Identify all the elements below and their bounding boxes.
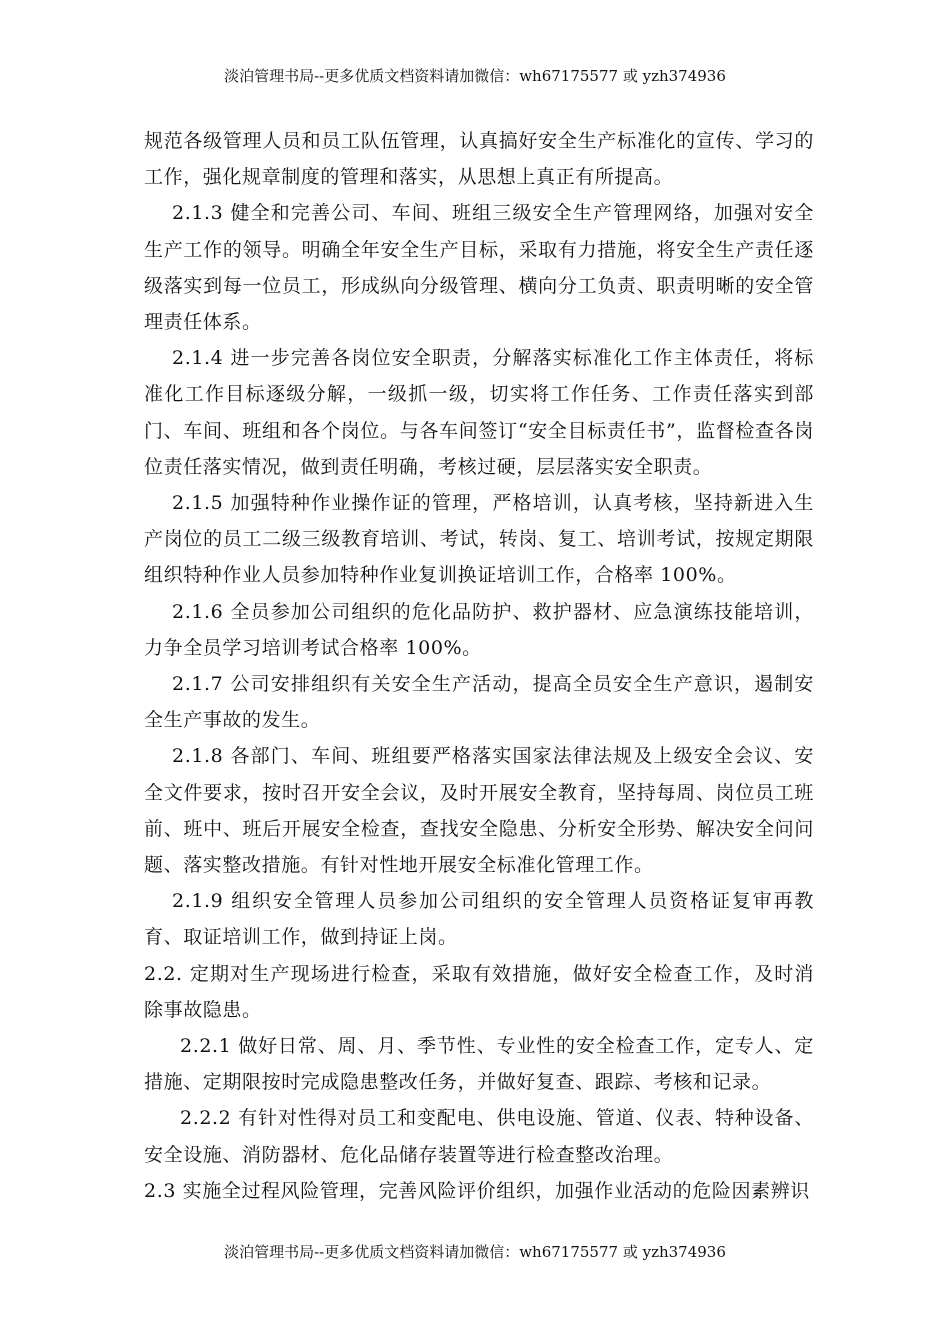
paragraph-2-1-7: 2.1.7 公司安排组织有关安全生产活动，提高全员安全生产意识，遏制安全生产事故的发生。 [144, 673, 814, 732]
section-2-2-heading: 2.2. 定期对生产现场进行检查，采取有效措施，做好安全检查工作，及时消除事故隐患。 [144, 962, 814, 1021]
paragraph-2-1-9: 2.1.9 组织安全管理人员参加公司组织的安全管理人员资格证复审再教育、取证培训工作，做到持证上岗。 [144, 890, 814, 949]
document-body [144, 123, 814, 1209]
paragraph-2-1-8: 2.1.8 各部门、车间、班组要严格落实国家法律法规及上级安全会议、安全文件要求，按时召开安全会议，及时开展安全教育，坚持每周、岗位员工班前、班中、班后开展安全检查，查找安全隐患、分析安全形势、解决安全问问题、落实整改措施。有针对性地开展安全标准化管理工作。 [144, 745, 814, 877]
page-header: 淡泊管理书局--更多优质文档资料请加微信：wh67175577 或 yzh374936 [224, 67, 726, 85]
paragraph-2-2-1: 2.2.1 做好日常、周、月、季节性、专业性的安全检查工作，定专人、定措施、定期限按时完成隐患整改任务，并做好复查、跟踪、考核和记录。 [144, 1035, 814, 1094]
section-2-3-heading: 2.3 实施全过程风险管理，完善风险评价组织，加强作业活动的危险因素辨识 [144, 1179, 810, 1202]
paragraph-continuation: 规范各级管理人员和员工队伍管理，认真搞好安全生产标准化的宣传、学习的工作，强化规章制度的管理和落实，从思想上真正有所提高。 [144, 130, 814, 189]
paragraph-2-1-6: 2.1.6 全员参加公司组织的危化品防护、救护器材、应急演练技能培训，力争全员学习培训考试合格率 100%。 [144, 600, 814, 659]
page-footer: 淡泊管理书局--更多优质文档资料请加微信：wh67175577 或 yzh374936 [224, 1243, 726, 1261]
paragraph-2-1-3: 2.1.3 健全和完善公司、车间、班组三级安全生产管理网络，加强对安全生产工作的领导。明确全年安全生产目标，采取有力措施，将安全生产责任逐级落实到每一位员工，形成纵向分级管理、横向分工负责、职责明晰的安全管理责任体系。 [144, 202, 814, 334]
paragraph-2-1-5: 2.1.5 加强特种作业操作证的管理，严格培训，认真考核，坚持新进入生产岗位的员工二级三级教育培训、考试，转岗、复工、培训考试，按规定期限组织特种作业人员参加特种作业复训换证培训工作，合格率 100%。 [144, 492, 814, 587]
paragraph-2-2-2: 2.2.2 有针对性得对员工和变配电、供电设施、管道、仪表、特种设备、安全设施、消防器材、危化品储存装置等进行检查整改治理。 [144, 1107, 814, 1166]
paragraph-2-1-4: 2.1.4 进一步完善各岗位安全职责，分解落实标准化工作主体责任，将标准化工作目标逐级分解，一级抓一级，切实将工作任务、工作责任落实到部门、车间、班组和各个岗位。与各车间签订“安全目标责任书”，监督检查各岗位责任落实情况，做到责任明确，考核过硬，层层落实安全职责。 [144, 347, 814, 478]
